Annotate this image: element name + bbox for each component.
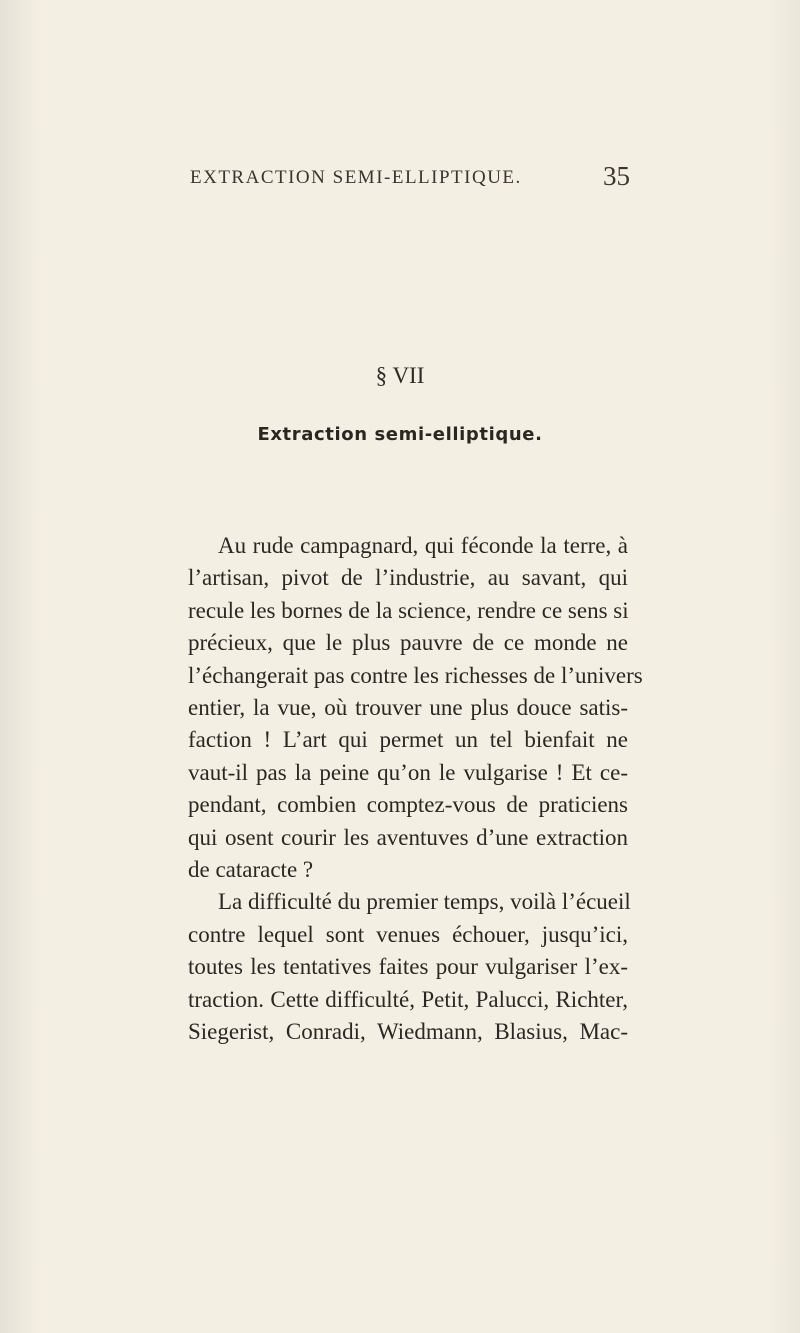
text-line: précieux, que le plus pauvre de ce monde ne bbox=[188, 630, 628, 656]
text-line: vaut-il pas la peine qu’on le vulgarise ! Et ce- bbox=[188, 759, 628, 785]
text-line: de cataracte ? bbox=[188, 857, 314, 883]
text-line: Siegerist, Conradi, Wiedmann, Blasius, Mac- bbox=[188, 1019, 628, 1045]
text-line: faction ! L’art qui permet un tel bienfait ne bbox=[188, 727, 628, 753]
running-head bbox=[190, 163, 630, 193]
text-line: l’échangerait pas contre les richesses de l’univers bbox=[188, 662, 643, 688]
running-title: EXTRACTION SEMI-ELLIPTIQUE. bbox=[190, 167, 522, 188]
page-number: 35 bbox=[603, 161, 630, 191]
text-line: qui osent courir les aventuves d’une extraction bbox=[188, 824, 628, 850]
section-title: Extraction semi-elliptique. bbox=[257, 424, 543, 445]
text-line: pendant, combien comptez-vous de praticiens bbox=[188, 792, 628, 818]
text-line: recule les bornes de la science, rendre ce sens si bbox=[188, 597, 629, 623]
body-text bbox=[188, 530, 643, 1049]
paragraph-1 bbox=[188, 530, 643, 886]
text-line: entier, la vue, où trouver une plus douce satis- bbox=[188, 695, 628, 721]
text-line: contre lequel sont venues échouer, jusqu’ici, bbox=[188, 921, 628, 947]
text-line: Au rude campagnard, qui féconde la terre, à bbox=[218, 533, 628, 558]
paragraph-2 bbox=[188, 886, 631, 1048]
text-line: traction. Cette difficulté, Petit, Palucci, Richter, bbox=[188, 986, 628, 1012]
text-line: La difficulté du premier temps, voilà l’écueil bbox=[218, 889, 631, 915]
section-number: § VII bbox=[375, 363, 425, 388]
text-line: l’artisan, pivot de l’industrie, au savant, qui bbox=[188, 565, 628, 591]
text-line: toutes les tentatives faites pour vulgariser l’ex- bbox=[188, 954, 628, 980]
